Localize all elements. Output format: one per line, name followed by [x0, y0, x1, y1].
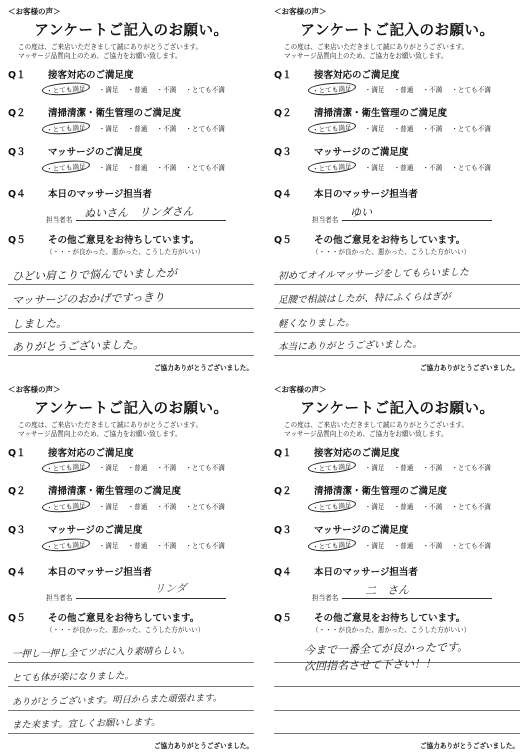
- question-2: Q２ 清掃清潔・衛生管理のご満足度: [274, 108, 448, 119]
- survey-card: [4, 6, 259, 376]
- comment-text: 本当にありがとうございました。: [277, 338, 423, 353]
- q1-options: ・とても満足 ・満足 ・普通 ・不満 ・とても不満: [312, 83, 498, 95]
- staff-underline: [76, 598, 226, 599]
- q2-option-selected[interactable]: ・とても満足: [42, 498, 90, 513]
- comment-text: 次回指名させて下さい！！: [303, 657, 437, 673]
- intro-text: この度は、ご来店いただきまして誠にありがとうございます。 マッサージ品質向上のため、ご協力をお願い致します。: [284, 421, 469, 438]
- q2-options: ・とても満足 ・満足 ・普通 ・不満 ・とても不満: [312, 122, 498, 134]
- comment-line: [274, 355, 520, 356]
- staff-label: 担当者名: [46, 594, 73, 602]
- comment-line: [8, 686, 254, 687]
- q5-hint: （・・・が良かった、悪かった、こうした方がいい）: [312, 248, 471, 256]
- question-1: Q１ 接客対応のご満足度: [274, 448, 400, 459]
- comment-line: [274, 284, 520, 285]
- comment-text: 軽くなりました。: [277, 317, 355, 330]
- card-title: アンケートご記入のお願い。: [300, 23, 495, 39]
- card-header: ＜お客様の声＞: [274, 385, 327, 394]
- comment-text: 足腰で相談はしたが、特にふくらはぎが: [277, 291, 451, 306]
- intro-text: この度は、ご来店いただきまして誠にありがとうございます。 マッサージ品質向上のため、ご協力をお願い致します。: [18, 421, 203, 438]
- question-5: Q５ その他ご意見をお待ちしています。: [8, 235, 200, 246]
- question-5: Q５ その他ご意見をお待ちしています。: [8, 613, 200, 624]
- question-3: Q３ マッサージのご満足度: [8, 147, 143, 158]
- q2-options: ・とても満足 ・満足 ・普通 ・不満 ・とても不満: [312, 500, 498, 512]
- staff-name[interactable]: ぬいさん リンダさん: [83, 205, 194, 220]
- thanks-text: ご協力ありがとうございました。: [420, 364, 519, 372]
- comment-text: ありがとうございました。: [11, 338, 145, 354]
- thanks-text: ご協力ありがとうございました。: [154, 742, 253, 750]
- comment-line: [274, 308, 520, 309]
- comment-text: とても体が楽になりました。: [11, 670, 135, 684]
- staff-label: 担当者名: [312, 594, 339, 602]
- comment-line: [8, 332, 254, 333]
- comment-line: [8, 284, 254, 285]
- q1-option-selected[interactable]: ・とても満足: [308, 459, 356, 474]
- survey-card: [270, 6, 525, 376]
- comment-area[interactable]: [8, 262, 254, 356]
- question-4: Q４ 本日のマッサージ担当者: [274, 189, 418, 200]
- comment-text: ひどい肩こりで悩んでいましたが: [11, 266, 178, 283]
- q1-option-selected[interactable]: ・とても満足: [308, 81, 356, 96]
- q3-option-selected[interactable]: ・とても満足: [308, 537, 356, 552]
- question-3: Q３ マッサージのご満足度: [274, 525, 409, 536]
- staff-label: 担当者名: [46, 216, 73, 224]
- q3-options: ・とても満足 ・満足 ・普通 ・不満 ・とても不満: [312, 539, 498, 551]
- q3-options: ・とても満足 ・満足 ・普通 ・不満 ・とても不満: [312, 161, 498, 173]
- question-5: Q５ その他ご意見をお待ちしています。: [274, 235, 466, 246]
- comment-line: [274, 332, 520, 333]
- q3-options: ・とても満足 ・満足 ・普通 ・不満 ・とても不満: [46, 539, 232, 551]
- card-header: ＜お客様の声＞: [8, 385, 61, 394]
- staff-underline: [342, 220, 492, 221]
- q2-option-selected[interactable]: ・とても満足: [308, 120, 356, 135]
- question-4: Q４ 本日のマッサージ担当者: [274, 567, 418, 578]
- comment-text: マッサージのおかげですっきり: [11, 290, 165, 307]
- q1-options: ・とても満足 ・満足 ・普通 ・不満 ・とても不満: [312, 461, 498, 473]
- question-4: Q４ 本日のマッサージ担当者: [8, 189, 152, 200]
- card-header: ＜お客様の声＞: [8, 7, 61, 16]
- q3-option-selected[interactable]: ・とても満足: [42, 159, 90, 174]
- q1-options: ・とても満足 ・満足 ・普通 ・不満 ・とても不満: [46, 461, 232, 473]
- q3-option-selected[interactable]: ・とても満足: [308, 159, 356, 174]
- card-title: アンケートご記入のお願い。: [300, 401, 495, 417]
- question-1: Q１ 接客対応のご満足度: [8, 70, 134, 81]
- q3-option-selected[interactable]: ・とても満足: [42, 537, 90, 552]
- comment-area[interactable]: [8, 640, 254, 734]
- question-5: Q５ その他ご意見をお待ちしています。: [274, 613, 466, 624]
- comment-area[interactable]: [274, 262, 520, 356]
- comment-line: [8, 710, 254, 711]
- question-1: Q１ 接客対応のご満足度: [8, 448, 134, 459]
- q1-option-selected[interactable]: ・とても満足: [42, 81, 90, 96]
- staff-name[interactable]: ゆい: [349, 205, 373, 220]
- comment-text: ありがとうございます。明日からまた頑張れます。: [11, 692, 222, 708]
- intro-text: この度は、ご来店いただきまして誠にありがとうございます。 マッサージ品質向上のため、ご協力をお願い致します。: [284, 43, 469, 60]
- staff-name[interactable]: リンダ: [153, 581, 187, 596]
- q1-option-selected[interactable]: ・とても満足: [42, 459, 90, 474]
- q3-options: ・とても満足 ・満足 ・普通 ・不満 ・とても不満: [46, 161, 232, 173]
- question-4: Q４ 本日のマッサージ担当者: [8, 567, 152, 578]
- comment-line: [274, 733, 520, 734]
- q5-hint: （・・・が良かった、悪かった、こうした方がいい）: [46, 248, 205, 256]
- q1-options: ・とても満足 ・満足 ・普通 ・不満 ・とても不満: [46, 83, 232, 95]
- q5-hint: （・・・が良かった、悪かった、こうした方がいい）: [312, 626, 471, 634]
- question-3: Q３ マッサージのご満足度: [8, 525, 143, 536]
- question-2: Q２ 清掃清潔・衛生管理のご満足度: [8, 108, 182, 119]
- comment-line: [8, 662, 254, 663]
- thanks-text: ご協力ありがとうございました。: [420, 742, 519, 750]
- comment-text: 一押し一押し全てツボに入り素晴らしい。: [11, 645, 191, 660]
- comment-line: [274, 710, 520, 711]
- q2-option-selected[interactable]: ・とても満足: [308, 498, 356, 513]
- card-title: アンケートご記入のお願い。: [34, 401, 229, 417]
- comment-line: [8, 308, 254, 309]
- card-header: ＜お客様の声＞: [274, 7, 327, 16]
- comment-line: [8, 733, 254, 734]
- comment-text: また来ます。宜しくお願いします。: [11, 716, 161, 731]
- question-2: Q２ 清掃清潔・衛生管理のご満足度: [274, 486, 448, 497]
- comment-line: [8, 355, 254, 356]
- staff-name[interactable]: 二 さん: [364, 583, 410, 598]
- card-title: アンケートご記入のお願い。: [34, 23, 229, 39]
- comment-area[interactable]: [274, 640, 520, 734]
- q2-option-selected[interactable]: ・とても満足: [42, 120, 90, 135]
- q5-hint: （・・・が良かった、悪かった、こうした方がいい）: [46, 626, 205, 634]
- staff-label: 担当者名: [312, 216, 339, 224]
- comment-line: [274, 686, 520, 687]
- intro-text: この度は、ご来店いただきまして誠にありがとうございます。 マッサージ品質向上のため、ご協力をお願い致します。: [18, 43, 203, 60]
- comment-text: しました。: [11, 316, 68, 331]
- survey-card: [270, 384, 525, 754]
- question-3: Q３ マッサージのご満足度: [274, 147, 409, 158]
- comment-text: 初めてオイルマッサージをしてもらいました: [277, 267, 469, 282]
- thanks-text: ご協力ありがとうございました。: [154, 364, 253, 372]
- question-1: Q１ 接客対応のご満足度: [274, 70, 400, 81]
- question-2: Q２ 清掃清潔・衛生管理のご満足度: [8, 486, 182, 497]
- survey-card: [4, 384, 259, 754]
- q2-options: ・とても満足 ・満足 ・普通 ・不満 ・とても不満: [46, 500, 232, 512]
- comment-text: 今まで一番全てが良かったです。: [303, 640, 469, 657]
- q2-options: ・とても満足 ・満足 ・普通 ・不満 ・とても不満: [46, 122, 232, 134]
